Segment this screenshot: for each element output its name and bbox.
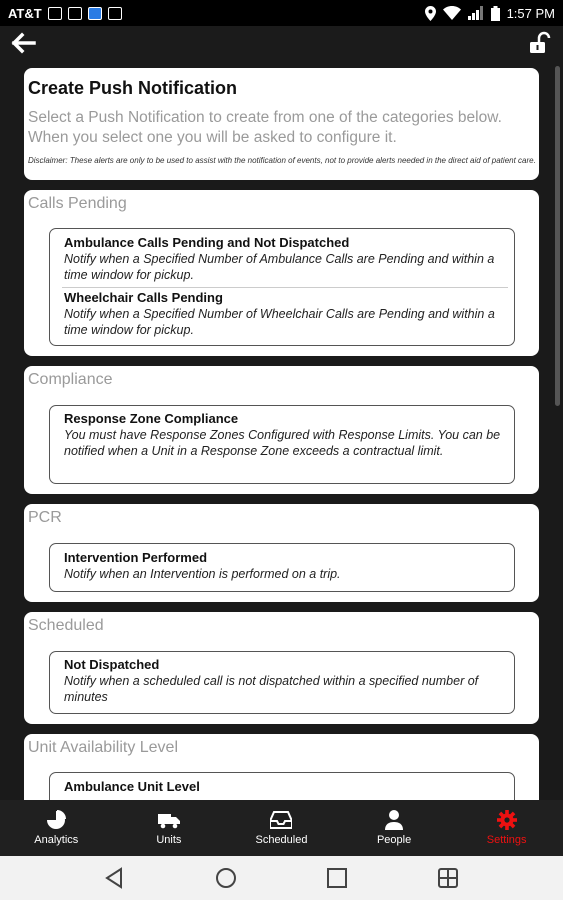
intro-card bbox=[24, 68, 539, 180]
option-title: Wheelchair Calls Pending bbox=[64, 290, 223, 305]
section-title: PCR bbox=[28, 509, 62, 526]
option-group bbox=[49, 772, 515, 800]
unlock-icon bbox=[527, 30, 553, 56]
option-intervention-performed[interactable] bbox=[64, 550, 504, 582]
option-ambulance-unit-level[interactable] bbox=[64, 779, 504, 795]
option-title: Not Dispatched bbox=[64, 657, 160, 672]
option-ambulance-calls-pending[interactable] bbox=[64, 235, 504, 283]
app-toolbar bbox=[0, 26, 563, 60]
option-description: You must have Response Zones Configured with Response Limits. You can be notified when a Unit in a Response Zone exceeds a contractual limit. bbox=[64, 428, 501, 458]
section-title: Unit Availability Level bbox=[28, 739, 179, 756]
inbox-icon bbox=[270, 810, 292, 830]
option-response-zone-compliance[interactable] bbox=[64, 411, 504, 459]
nav-label: People bbox=[376, 834, 412, 846]
option-not-dispatched[interactable] bbox=[64, 657, 504, 705]
gear-icon bbox=[496, 810, 518, 830]
signal-icon bbox=[468, 6, 484, 20]
content-scroll[interactable] bbox=[0, 60, 563, 800]
multiwindow-icon[interactable] bbox=[435, 865, 461, 891]
nav-people[interactable] bbox=[338, 800, 451, 856]
bottom-nav bbox=[0, 800, 563, 856]
option-description: Notify when a Specified Number of Ambulance Calls are Pending and within a time window for pickup. bbox=[64, 252, 495, 282]
location-icon bbox=[425, 6, 436, 21]
carrier-label: AT&T bbox=[8, 5, 42, 21]
checkbox-icon bbox=[88, 7, 102, 20]
nav-label: Scheduled bbox=[255, 834, 308, 846]
section-title: Compliance bbox=[28, 371, 113, 388]
nav-scheduled[interactable] bbox=[225, 800, 338, 856]
nav-label: Settings bbox=[486, 834, 527, 846]
option-group bbox=[49, 405, 515, 484]
unlock-button[interactable] bbox=[527, 30, 553, 56]
image-icon bbox=[48, 7, 62, 20]
section-scheduled bbox=[24, 612, 539, 724]
battery-icon bbox=[491, 6, 500, 21]
system-nav-bar bbox=[0, 856, 563, 900]
pie-chart-icon bbox=[45, 810, 67, 830]
arrow-left-icon bbox=[10, 30, 40, 56]
option-title: Ambulance Calls Pending and Not Dispatched bbox=[64, 235, 350, 250]
section-calls-pending bbox=[24, 190, 539, 356]
disclaimer-text: Disclaimer: These alerts are only to be used to assist with the notification of events, not to provide alerts needed in the direct aid of patient care. bbox=[28, 156, 536, 165]
option-description: Notify when an Intervention is performed on a trip. bbox=[64, 567, 341, 581]
recents-square-icon[interactable] bbox=[324, 865, 350, 891]
option-group bbox=[49, 228, 515, 346]
nav-label: Analytics bbox=[34, 834, 79, 846]
gallery-icon bbox=[108, 7, 122, 20]
nav-units[interactable] bbox=[113, 800, 226, 856]
option-wheelchair-calls-pending[interactable] bbox=[64, 290, 504, 338]
truck-icon bbox=[158, 810, 180, 830]
page-title: Create Push Notification bbox=[28, 78, 238, 98]
option-title: Ambulance Unit Level bbox=[64, 779, 200, 794]
scrollbar[interactable] bbox=[555, 66, 560, 406]
option-title: Response Zone Compliance bbox=[64, 411, 239, 426]
nav-analytics[interactable] bbox=[0, 800, 113, 856]
section-title: Scheduled bbox=[28, 617, 104, 634]
wifi-icon bbox=[443, 6, 461, 20]
divider bbox=[62, 287, 508, 288]
section-compliance bbox=[24, 366, 539, 494]
home-circle-icon[interactable] bbox=[213, 865, 239, 891]
clock: 1:57 PM bbox=[506, 5, 555, 21]
status-bar bbox=[0, 0, 563, 26]
option-group bbox=[49, 543, 515, 592]
section-pcr bbox=[24, 504, 539, 602]
nav-settings[interactable] bbox=[450, 800, 563, 856]
nav-label: Units bbox=[156, 834, 182, 846]
intro-text: Select a Push Notification to create from one of the categories below. When you select one you will be asked to configure it. bbox=[28, 109, 502, 146]
option-description: Notify when a Specified Number of Wheelchair Calls are Pending and within a time window for pickup. bbox=[64, 307, 495, 337]
back-button[interactable] bbox=[10, 30, 40, 56]
person-icon bbox=[383, 810, 405, 830]
option-description: Notify when a scheduled call is not dispatched within a specified number of minutes bbox=[64, 674, 479, 704]
section-unit-availability bbox=[24, 734, 539, 800]
option-group bbox=[49, 651, 515, 714]
section-title: Calls Pending bbox=[28, 195, 127, 212]
option-title: Intervention Performed bbox=[64, 550, 208, 565]
notification-icon bbox=[68, 7, 82, 20]
back-triangle-icon[interactable] bbox=[102, 865, 128, 891]
